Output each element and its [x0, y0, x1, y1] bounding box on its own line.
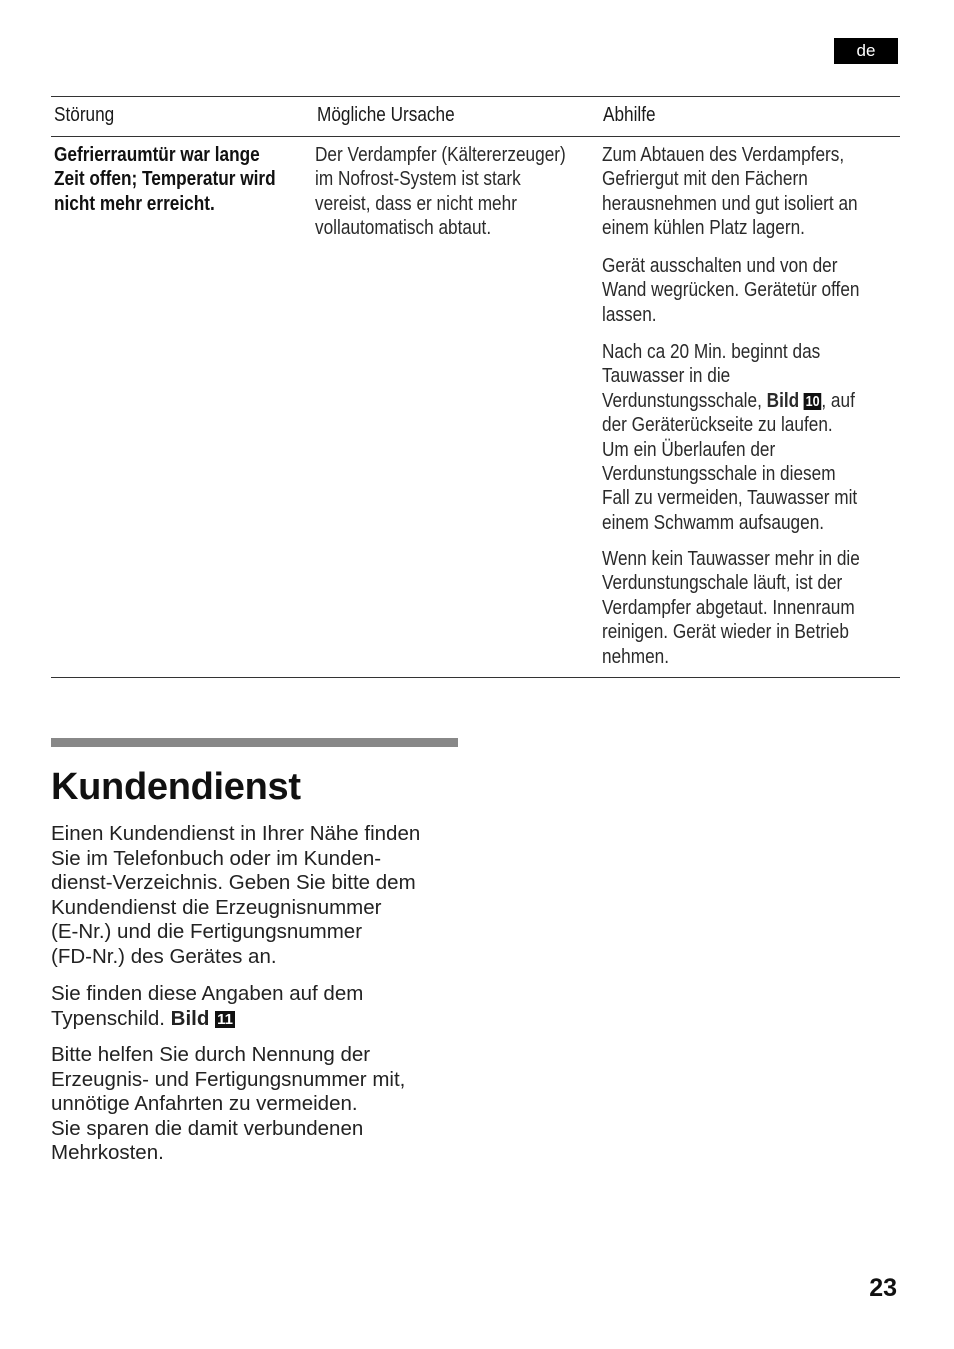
text-line: Verdampfer abgetaut. Innenraum	[602, 595, 855, 619]
text-line: Bitte helfen Sie durch Nennung der	[51, 1043, 371, 1066]
text-line: vollautomatisch abtaut.	[315, 216, 492, 240]
text-line: nicht mehr erreicht.	[54, 191, 215, 215]
figure-number-box: 11	[217, 1010, 233, 1028]
cell-stoerung	[54, 143, 302, 216]
text-line: Sie sparen die damit verbundenen	[51, 1116, 364, 1140]
text-fragment: Typenschild.	[51, 1006, 165, 1030]
column-header-ursache: Mögliche Ursache	[317, 104, 455, 126]
text-line: Tauwasser in die	[602, 364, 731, 388]
cell-abhilfe-2	[602, 254, 904, 327]
text-line: herausnehmen und gut isoliert an	[602, 191, 858, 215]
column-header-stoerung: Störung	[54, 104, 115, 126]
text-line: unnötige Anfahrten zu vermeiden.	[51, 1092, 358, 1116]
table-bottom-rule	[51, 677, 900, 678]
text-fragment: , auf	[821, 388, 855, 412]
text-line	[602, 389, 904, 413]
text-line: Zum Abtauen des Verdampfers,	[602, 143, 845, 166]
text-line: Sie im Telefonbuch oder im Kunden-	[51, 846, 382, 870]
text-line: Erzeugnis- und Fertigungsnummer mit,	[51, 1067, 406, 1091]
paragraph-type-plate	[51, 982, 471, 1031]
paragraph-help-request	[51, 1043, 471, 1166]
cell-ursache	[315, 143, 592, 241]
cell-abhilfe-1	[602, 143, 904, 241]
text-line: Zeit offen; Temperatur wird	[54, 167, 276, 191]
text-line: Der Verdampfer (Kältererzeuger)	[315, 143, 566, 166]
text-line: Verdunstungsschale in diesem	[602, 462, 836, 486]
text-line: (E-Nr.) und die Fertigungsnummer	[51, 920, 363, 944]
text-line: dienst-Verzeichnis. Geben Sie bitte dem	[51, 871, 416, 895]
text-line: Kundendienst die Erzeugnisnummer	[51, 895, 382, 919]
text-line	[51, 1007, 471, 1032]
figure-reference-label: Bild	[170, 1006, 210, 1030]
paragraph-service-intro	[51, 822, 471, 970]
figure-number-box: 10	[805, 392, 820, 410]
section-title: Kundendienst	[51, 766, 301, 808]
text-line: Sie finden diese Angaben auf dem	[51, 982, 364, 1005]
text-line: (FD-Nr.) des Gerätes an.	[51, 944, 277, 968]
text-line: nehmen.	[602, 644, 670, 668]
text-fragment: Verdunstungsschale,	[602, 388, 762, 412]
text-line: Gefriergut mit den Fächern	[602, 167, 808, 191]
text-line: einem kühlen Platz lagern.	[602, 216, 805, 240]
page-number: 23	[869, 1274, 897, 1302]
language-badge: de	[834, 38, 898, 64]
text-line: der Geräterückseite zu laufen.	[602, 413, 833, 437]
text-line: Wenn kein Tauwasser mehr in die	[602, 547, 860, 570]
section-divider-bar	[51, 738, 458, 747]
column-header-abhilfe: Abhilfe	[603, 104, 656, 126]
text-line: Verdunstungschale läuft, ist der	[602, 571, 843, 595]
cell-abhilfe-4	[602, 547, 904, 669]
text-line: Mehrkosten.	[51, 1141, 164, 1165]
text-line: reinigen. Gerät wieder in Betrieb	[602, 620, 849, 644]
table-header-row	[51, 96, 900, 137]
text-line: Einen Kundendienst in Ihrer Nähe finden	[51, 822, 421, 845]
cell-abhilfe-3	[602, 340, 904, 535]
text-line: Gefrierraumtür war lange	[54, 143, 260, 166]
text-line: im Nofrost-System ist stark	[315, 167, 521, 191]
text-line: Fall zu vermeiden, Tauwasser mit	[602, 486, 858, 510]
text-line: vereist, dass er nicht mehr	[315, 191, 517, 215]
text-line: Gerät ausschalten und von der	[602, 254, 838, 277]
text-line: lassen.	[602, 302, 657, 326]
text-line: Um ein Überlaufen der	[602, 437, 776, 461]
figure-reference-label: Bild	[766, 388, 800, 412]
text-line: Nach ca 20 Min. beginnt das	[602, 340, 821, 363]
text-line: einem Schwamm aufsaugen.	[602, 510, 825, 534]
text-line: Wand wegrücken. Gerätetür offen	[602, 278, 860, 302]
